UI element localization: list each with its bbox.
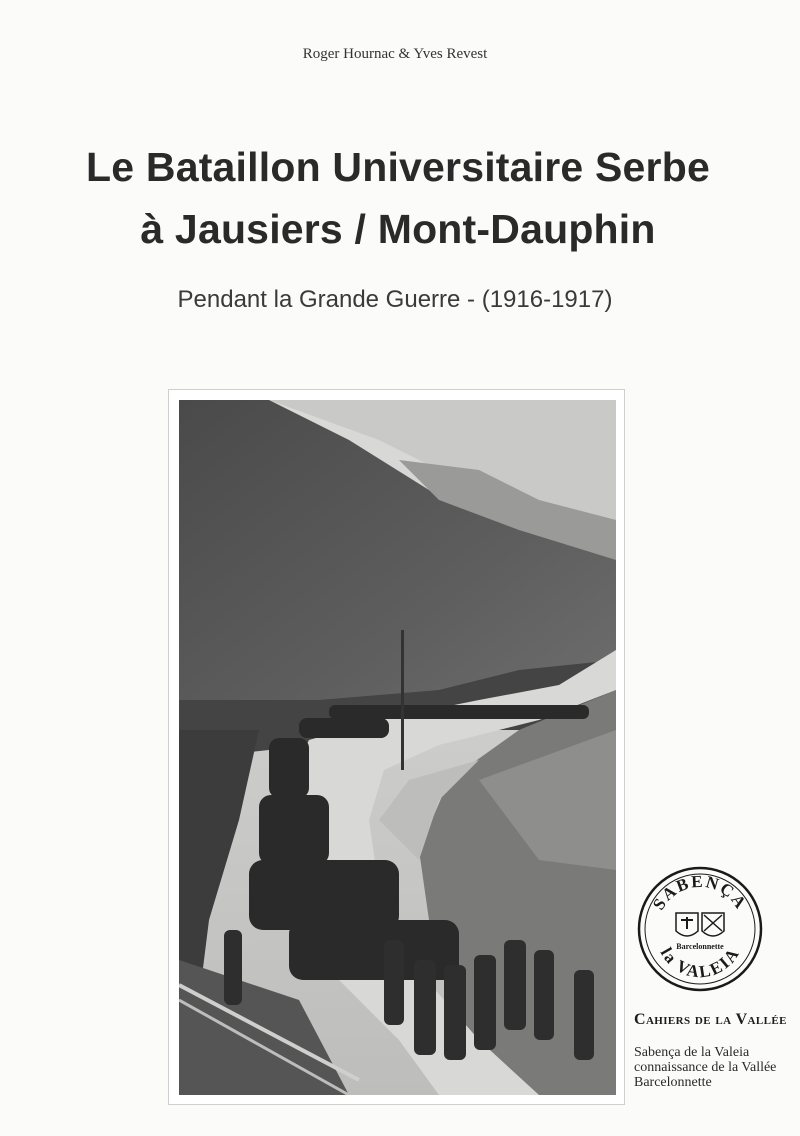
publisher-line-2: connaissance de la Vallée [634,1060,777,1075]
svg-text:la VALEIA: la VALEIA [656,943,744,982]
svg-text:SABENÇA: SABENÇA [648,871,751,914]
publisher-block [634,1045,800,1090]
marching-battalion-photo [179,400,616,1095]
sabenca-seal-logo [636,865,764,993]
cover-photo-frame [168,389,625,1105]
title-line-1: Le Bataillon Universitaire Serbe [86,144,710,190]
series-name: Cahiers de la Vallée [634,1011,787,1028]
authors: Roger Hournac & Yves Revest [302,46,488,62]
subtitle: Pendant la Grande Guerre - (1916-1917) [177,286,613,313]
title-line-2: à Jausiers / Mont-Dauphin [140,206,656,252]
book-title [0,136,796,260]
publisher-line-3: Barcelonnette [634,1075,712,1090]
cover-photo [179,400,616,1095]
svg-text:Barcelonnette: Barcelonnette [676,942,724,951]
publisher-line-1: Sabença de la Valeia [634,1045,750,1060]
series-label [634,1011,794,1029]
